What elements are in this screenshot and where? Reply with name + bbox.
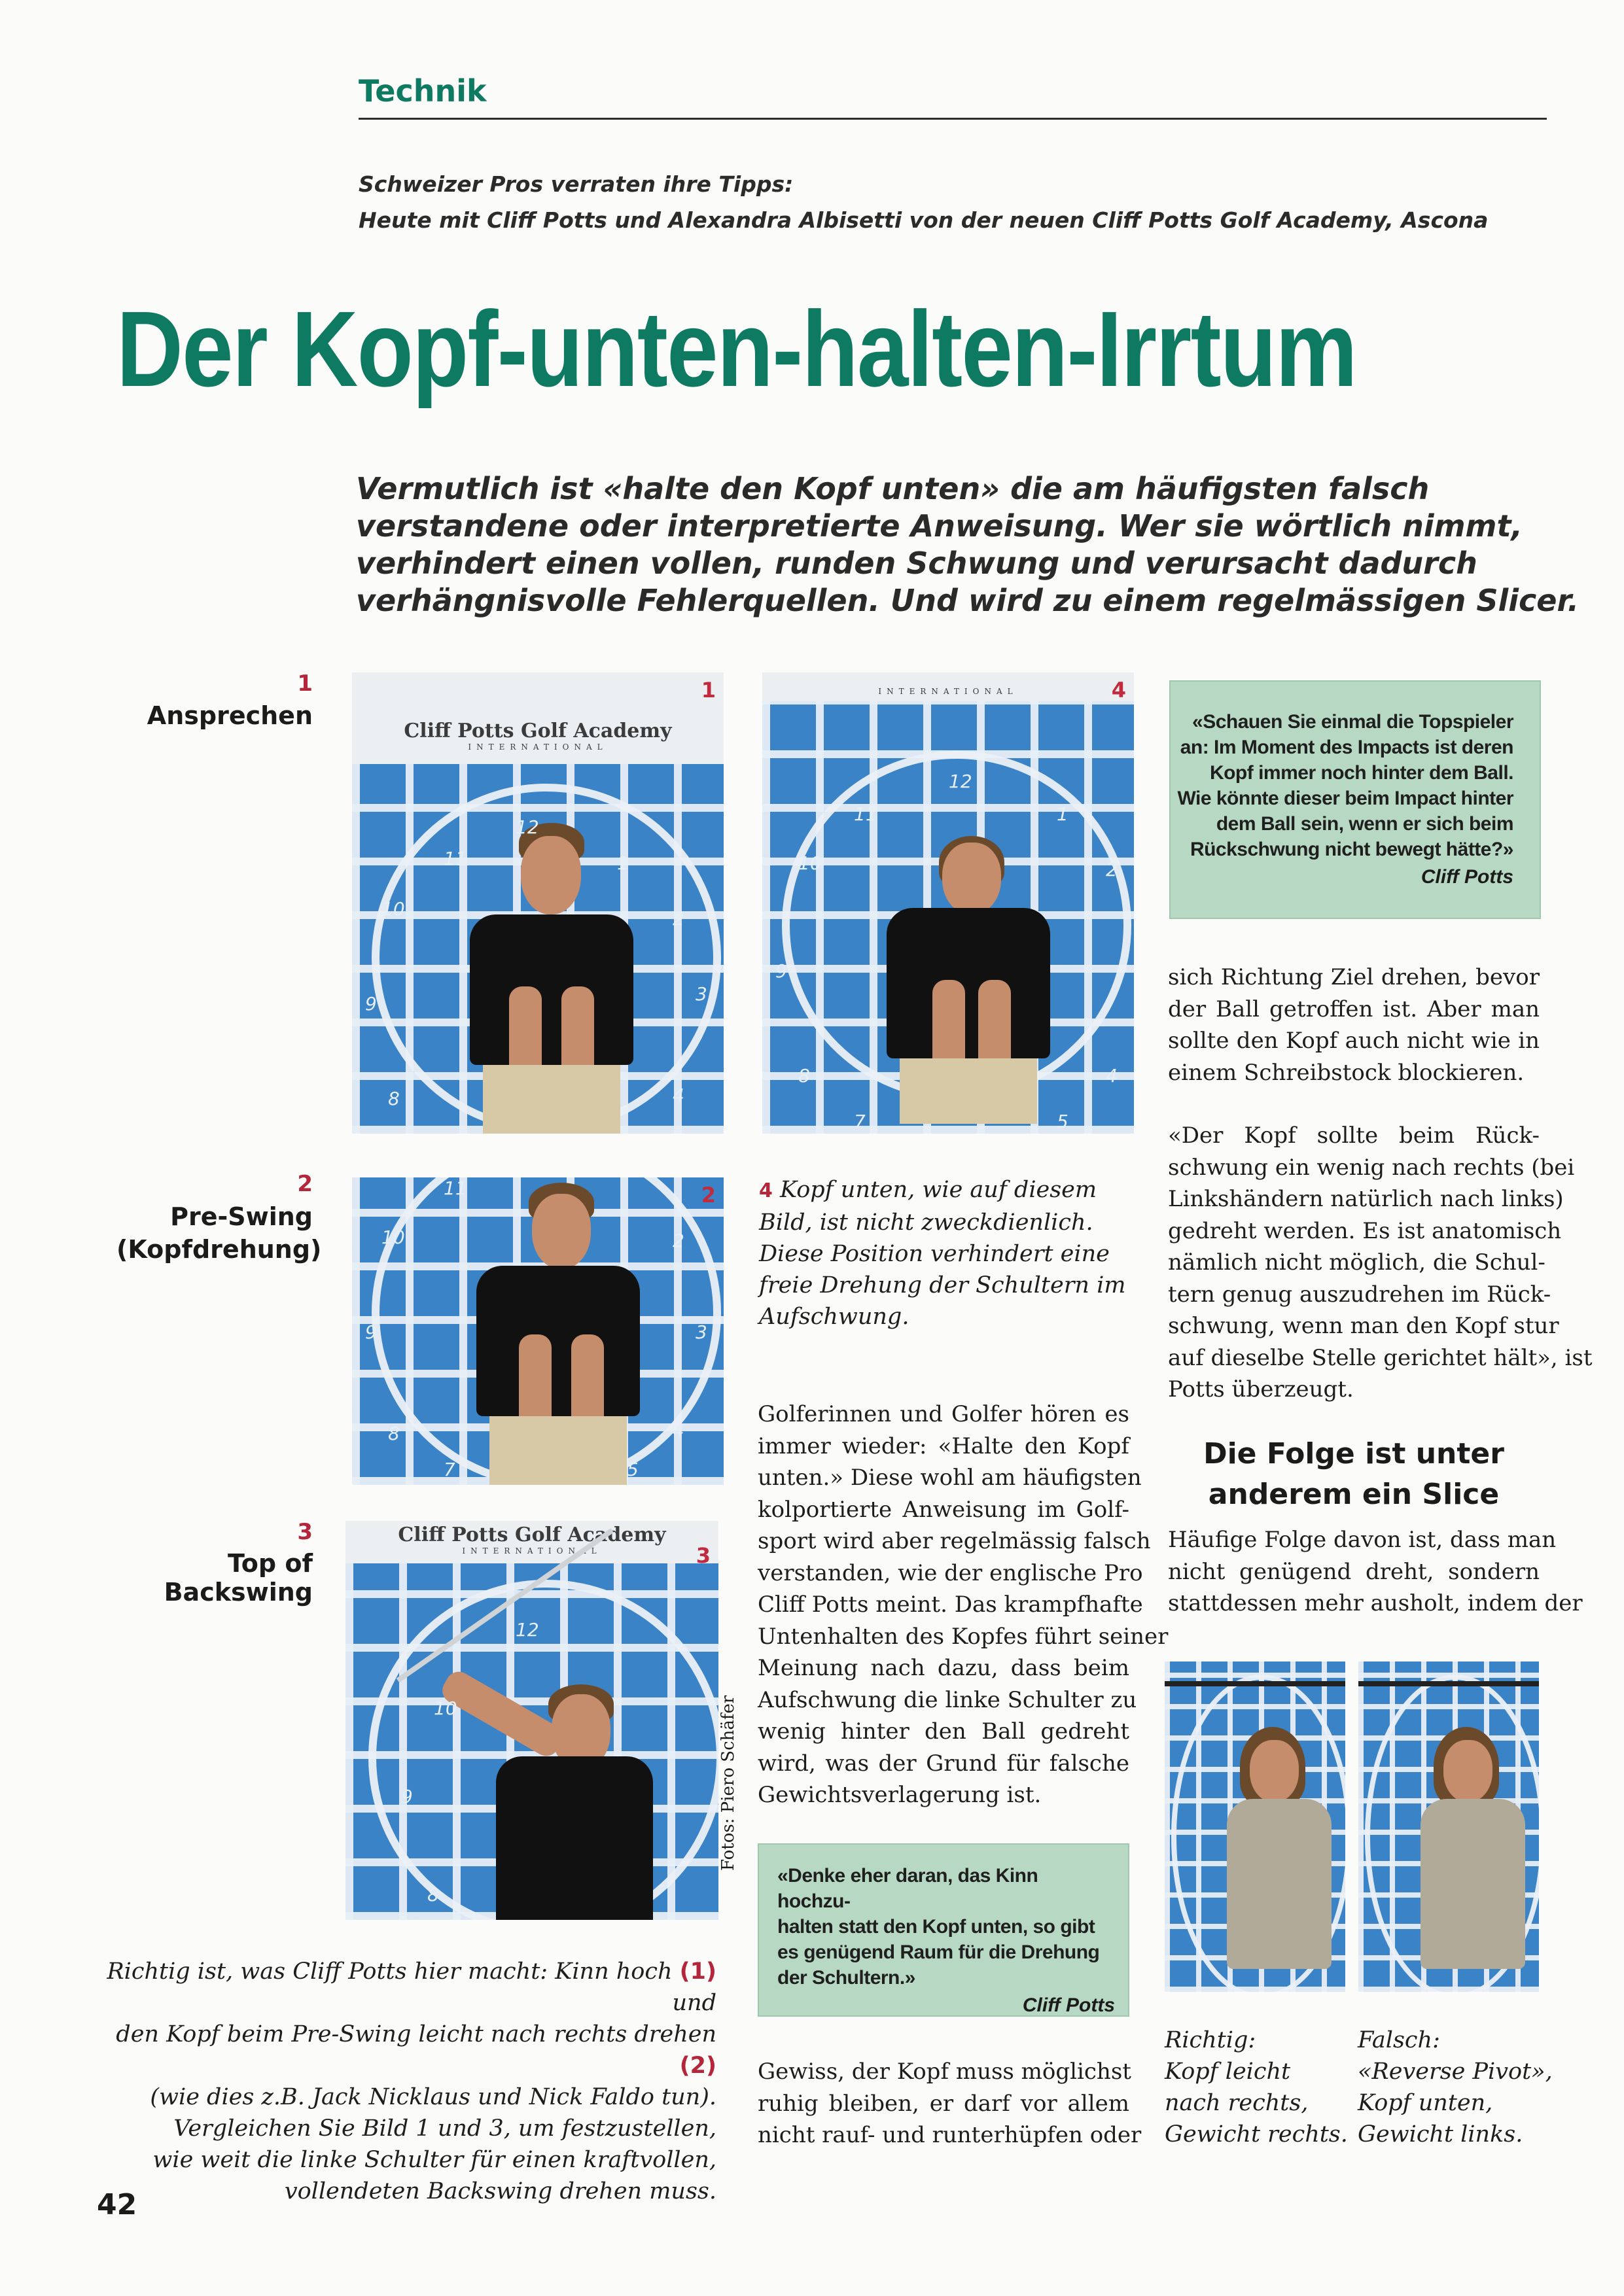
text-line: tern genug auszudrehen im Rück- [1168, 1281, 1551, 1308]
clock-3: 3 [696, 983, 707, 1005]
text-line: Gewiss, der Kopf muss möglichst [758, 2059, 1131, 2085]
text-line: stattdessen mehr ausholt, indem der [1168, 1590, 1583, 1616]
subhead-line-1: Die Folge ist unter [1203, 1437, 1504, 1470]
caption-4-line-2: Bild, ist nicht zweckdienlich. [759, 1209, 1093, 1236]
photo-correct-pivot [1165, 1661, 1345, 1992]
photo-1-label: Ansprechen [147, 701, 313, 730]
text-line: nicht rauf- und runterhüpfen oder [758, 2122, 1142, 2148]
photo-3-number: 3 [696, 1543, 711, 1568]
clock-8: 8 [388, 1088, 400, 1109]
section-rule [359, 118, 1547, 120]
text-line: ruhig bleiben, er darf vor allem [758, 2090, 1129, 2117]
clock-12: 12 [516, 816, 539, 838]
quote-box-1 [1169, 680, 1541, 919]
clock-8: 8 [798, 1065, 810, 1087]
text-line: auf dieselbe Stelle gerichtet hält», ist [1168, 1344, 1593, 1371]
quote-1-line-2: an: Im Moment des Impacts ist deren [1180, 737, 1513, 758]
quote-1-author: Cliff Potts [1421, 866, 1513, 888]
clock-9: 9 [365, 993, 377, 1015]
photo-1-number: 1 [701, 678, 716, 703]
caption-wrong-line: «Reverse Pivot», [1358, 2059, 1553, 2085]
lead-line-2: verstandene oder interpretierte Anweisung. Wer sie wörtlich nimmt, [356, 508, 1523, 544]
quote-2-line-3: es genügend Raum für die Drehung [777, 1941, 1100, 1963]
caption-left-text: und [672, 1990, 716, 2016]
text-line: Aufschwung die linke Schulter zu [758, 1686, 1137, 1713]
text-line: Golferinnen und Golfer hören es [758, 1401, 1129, 1427]
caption-4-number: 4 [759, 1179, 773, 1202]
photo-reverse-pivot [1358, 1661, 1539, 1992]
photo-3-banner-sub: INTERNATIONAL [462, 1546, 602, 1556]
lead-line-4: verhängnisvolle Fehlerquellen. Und wird zu einem regelmässigen Slicer. [356, 583, 1580, 618]
text-line: «Der Kopf sollte beim Rück- [1168, 1122, 1540, 1149]
photo-3-number-label: 3 [297, 1519, 313, 1545]
caption-wrong-line: Kopf unten, [1358, 2090, 1493, 2116]
clock-9: 9 [775, 960, 787, 982]
kicker-line-1: Schweizer Pros verraten ihre Tipps: [359, 171, 794, 197]
text-line: unten.» Diese wohl am häufigsten [758, 1465, 1142, 1491]
clock-5: 5 [627, 1459, 639, 1480]
photo-3-banner: Cliff Potts Golf Academy [398, 1523, 666, 1546]
clock-2: 2 [1106, 859, 1118, 880]
clock-7: 7 [444, 1459, 455, 1480]
clock-1: 1 [617, 852, 629, 874]
column-3-paragraph-3 [1168, 1524, 1583, 1620]
caption-correct-line: Gewicht rechts. [1165, 2121, 1348, 2148]
text-line: schwung ein wenig nach rechts (bei [1168, 1154, 1575, 1181]
photo-credit: Fotos: Piero Schäfer [718, 1695, 738, 1871]
text-line: Häufige Folge davon ist, dass man [1168, 1527, 1557, 1553]
column-2-paragraph-1 [758, 1399, 1169, 1811]
photo-4-head-down [762, 672, 1134, 1134]
column-3-paragraph-2 [1168, 1120, 1593, 1406]
text-line: Meinung nach dazu, dass beim [758, 1655, 1129, 1681]
text-line: wenig hinter den Ball gedreht [758, 1718, 1129, 1745]
clock-10: 10 [381, 1226, 405, 1248]
caption-left-text: den Kopf beim Pre-Swing leicht nach rechts drehen [116, 2021, 716, 2047]
caption-wrong-line: Falsch: [1358, 2027, 1440, 2053]
quote-1-line-3: Kopf immer noch hinter dem Ball. [1209, 762, 1513, 784]
caption-left [92, 1956, 716, 2207]
text-line: kolportierte Anweisung im Golf- [758, 1496, 1129, 1523]
column-2-paragraph-2 [758, 2056, 1142, 2151]
quote-2-line-1: «Denke eher daran, das Kinn hochzu- [777, 1865, 1038, 1912]
quote-box-2 [758, 1843, 1129, 2017]
quote-1-line-6: Rückschwung nicht bewegt hätte?» [1190, 839, 1513, 860]
text-line: wird, was der Grund für falsche [758, 1750, 1129, 1777]
caption-correct [1165, 2025, 1348, 2150]
lead-line-3: verhindert einen vollen, runden Schwung und verursacht dadurch [356, 546, 1477, 581]
caption-wrong [1358, 2025, 1553, 2150]
text-line: verstanden, wie der englische Pro [758, 1559, 1143, 1586]
caption-left-line: vollendeten Backswing drehen muss. [284, 2178, 716, 2204]
photo-1-address [352, 672, 724, 1134]
text-line: Cliff Potts meint. Das krampfhafte [758, 1592, 1143, 1618]
clock-8: 8 [427, 1884, 439, 1905]
text-line: Linkshändern natürlich nach links) [1168, 1186, 1564, 1212]
text-line: immer wieder: «Halte den Kopf [758, 1433, 1129, 1459]
caption-left-line: Vergleichen Sie Bild 1 und 3, um festzustellen, [173, 2115, 716, 2142]
quote-1-line-1: «Schauen Sie einmal die Topspieler [1192, 711, 1513, 733]
photo-2-label-sub: (Kopfdrehung) [116, 1235, 322, 1264]
clock-5: 5 [1057, 1111, 1068, 1132]
clock-10: 10 [381, 898, 405, 920]
section-label: Technik [359, 73, 487, 109]
quote-1-line-4: Wie könnte dieser beim Impact hinter [1177, 788, 1513, 809]
caption-left-line: (wie dies z.B. Jack Nicklaus und Nick Faldo tun). [150, 2084, 716, 2110]
column-3-paragraph-1 [1168, 962, 1540, 1088]
caption-4-line-1: Kopf unten, wie auf diesem [780, 1177, 1097, 1203]
photo-2-label: Pre-Swing [170, 1202, 313, 1231]
text-line: schwung, wenn man den Kopf stur [1168, 1313, 1559, 1339]
caption-4-line-5: Aufschwung. [759, 1304, 909, 1330]
caption-4-line-4: freie Drehung der Schultern im [759, 1272, 1126, 1298]
clock-8: 8 [388, 1423, 400, 1444]
clock-2: 2 [673, 1230, 684, 1251]
text-line: Untenhalten des Kopfes führt seiner [758, 1623, 1169, 1650]
clock-4: 4 [1106, 1065, 1118, 1087]
photo-2-pre-swing [352, 1177, 724, 1485]
quote-2-line-2: halten statt den Kopf unten, so gibt [777, 1916, 1095, 1938]
clock-4: 4 [673, 1419, 684, 1441]
caption-left-line: wie weit die linke Schulter für einen kraftvollen, [152, 2147, 716, 2173]
caption-correct-line: nach rechts, [1165, 2090, 1309, 2116]
text-line: gedreht werden. Es ist anatomisch [1168, 1217, 1562, 1244]
clock-3: 3 [696, 1321, 707, 1343]
kicker-line-2: Heute mit Cliff Potts und Alexandra Albisetti von der neuen Cliff Potts Golf Academy, Ascona [359, 207, 1489, 233]
clock-11: 11 [854, 803, 877, 825]
photo-1-banner: Cliff Potts Golf Academy [404, 720, 672, 742]
clock-7: 7 [854, 1111, 866, 1132]
club-shaft [1165, 1681, 1345, 1686]
photo-3-top-of-backswing [345, 1521, 718, 1920]
clock-9: 9 [401, 1786, 413, 1807]
text-line: Gewichtsverlagerung ist. [758, 1782, 1042, 1808]
clock-2: 2 [673, 908, 684, 930]
clock-10: 10 [434, 1697, 457, 1719]
caption-wrong-line: Gewicht links. [1358, 2121, 1523, 2148]
quote-1-line-5: dem Ball sein, wenn er sich beim [1216, 813, 1513, 835]
text-line: nämlich nicht möglich, die Schul- [1168, 1249, 1545, 1276]
clock-4: 4 [673, 1085, 684, 1106]
quote-2-author: Cliff Potts [1022, 1994, 1115, 2016]
caption-correct-line: Kopf leicht [1165, 2059, 1291, 2085]
lead-line-1: Vermutlich ist «halte den Kopf unten» die am häufigsten falsch [356, 471, 1430, 506]
clock-12: 12 [949, 771, 972, 792]
clock-9: 9 [365, 1321, 377, 1343]
subhead-line-2: anderem ein Slice [1208, 1478, 1500, 1511]
caption-4-line-3: Diese Position verhindert eine [759, 1241, 1110, 1267]
photo-2-number: 2 [701, 1183, 716, 1208]
caption-ref-1: (1) [679, 1958, 716, 1985]
caption-ref-2: (2) [679, 2053, 716, 2079]
caption-photo-4 [759, 1174, 1125, 1332]
clock-1: 1 [1057, 803, 1068, 825]
quote-2-line-4: der Schultern.» [777, 1967, 915, 1989]
subhead [1168, 1434, 1540, 1515]
text-line: einem Schreibstock blockieren. [1168, 1059, 1525, 1086]
photo-1-number-label: 1 [297, 670, 313, 697]
headline: Der Kopf-unten-halten-Irrtum [116, 289, 1356, 409]
photo-4-number: 4 [1111, 678, 1126, 703]
caption-left-text: Richtig ist, was Cliff Potts hier macht: Kinn hoch [107, 1958, 673, 1985]
text-line: nicht genügend dreht, sondern [1168, 1558, 1540, 1585]
caption-correct-line: Richtig: [1165, 2027, 1256, 2053]
photo-2-number-label: 2 [297, 1171, 313, 1197]
club-shaft [1358, 1681, 1539, 1686]
text-line: der Ball getroffen ist. Aber man [1168, 996, 1540, 1022]
photo-1-banner-sub: INTERNATIONAL [468, 742, 608, 752]
text-line: sich Richtung Ziel drehen, bevor [1168, 964, 1540, 990]
photo-3-label: Top of Backswing [164, 1549, 313, 1607]
page-number: 42 [97, 2188, 137, 2221]
text-line: Potts überzeugt. [1168, 1376, 1354, 1402]
clock-12: 12 [516, 1619, 539, 1641]
clock-10: 10 [798, 852, 822, 874]
text-line: sollte den Kopf auch nicht wie in [1168, 1028, 1540, 1054]
photo-4-banner-sub: INTERNATIONAL [878, 687, 1018, 696]
clock-11: 11 [444, 848, 467, 869]
clock-11: 11 [444, 1177, 467, 1199]
text-line: sport wird aber regelmässig falsch [758, 1528, 1151, 1554]
